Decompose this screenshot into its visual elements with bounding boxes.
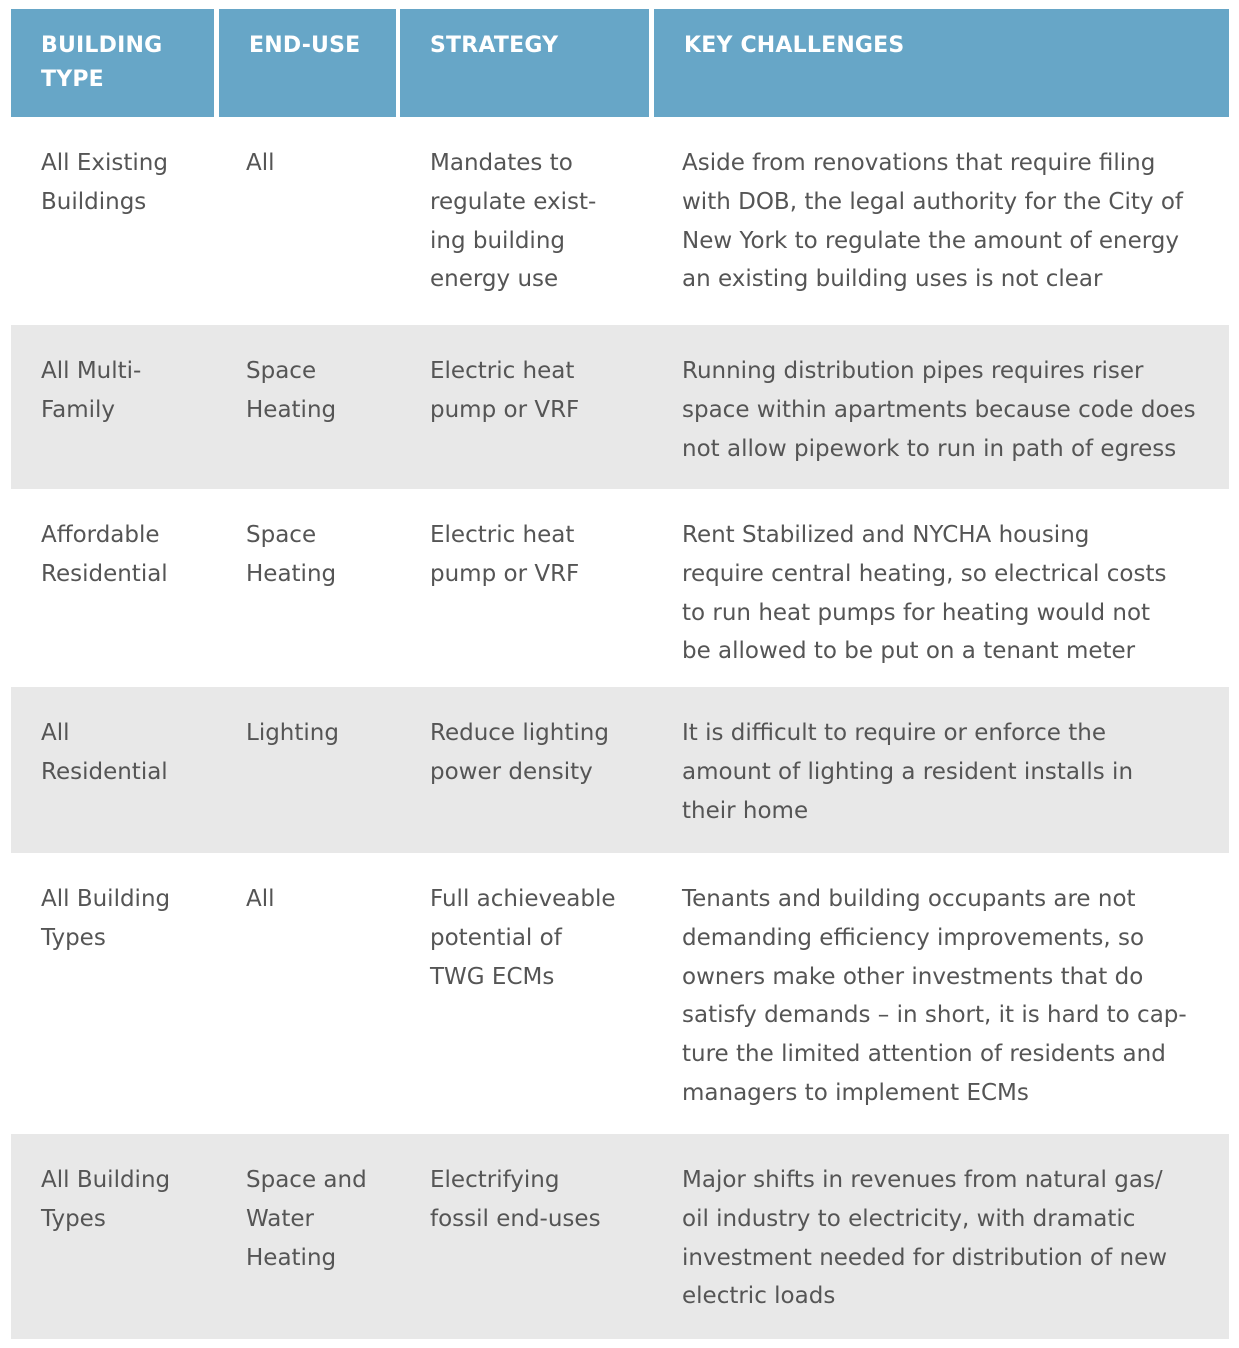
cell-text-line: All <box>246 150 275 176</box>
cell-text-line: to run heat pumps for heating would not <box>682 599 1151 626</box>
cell-text-line: not allow pipework to run in path of egress <box>682 435 1177 462</box>
cell-text-line: potential of <box>430 924 562 951</box>
table-body <box>11 117 1229 1339</box>
cell-end-use <box>246 489 406 594</box>
cell-text-line: Types <box>41 924 106 951</box>
cell-text-line: Types <box>41 1205 106 1232</box>
header-end-use <box>219 9 396 117</box>
cell-text-line: fossil end-uses <box>430 1205 601 1232</box>
cell-text-line: Heating <box>246 1244 337 1271</box>
table-row <box>11 325 1229 489</box>
cell-text-line: All Building <box>41 1167 171 1193</box>
header-key-challenges <box>654 9 1229 117</box>
cell-end-use <box>246 1134 406 1277</box>
cell-text-line: regulate exist- <box>430 188 597 215</box>
cell-strategy <box>430 687 640 792</box>
cell-text-line: Lighting <box>246 720 339 746</box>
cell-text-line: Electric heat <box>430 522 575 548</box>
cell-text-line: Residential <box>41 560 168 587</box>
cell-text-line: an existing building uses is not clear <box>682 266 1103 293</box>
table-row <box>11 117 1229 325</box>
cell-text-line: be allowed to be put on a tenant meter <box>682 638 1136 665</box>
cell-text-line: amount of lighting a resident installs in <box>682 758 1134 785</box>
cell-building-type <box>41 325 221 430</box>
cell-text-line: Space <box>246 522 317 548</box>
cell-text-line: Heating <box>246 396 337 423</box>
cell-text-line: their home <box>682 797 809 824</box>
table-row <box>11 489 1229 687</box>
cell-text-line: managers to implement ECMs <box>682 1079 1029 1106</box>
cell-text-line: All <box>246 886 275 912</box>
cell-text-line: Space and <box>246 1167 367 1193</box>
cell-text-line: Rent Stabilized and NYCHA housing <box>682 522 1090 548</box>
header-line: STRATEGY <box>430 33 559 58</box>
cell-end-use <box>246 853 406 919</box>
cell-text-line: Reduce lighting <box>430 720 609 746</box>
cell-text-line: oil industry to electricity, with dramatic <box>682 1205 1136 1232</box>
cell-key-challenges <box>682 489 1222 671</box>
cell-text-line: Residential <box>41 758 168 785</box>
table-header <box>11 9 1229 117</box>
table-row <box>11 1134 1229 1339</box>
cell-text-line: All Building <box>41 886 171 912</box>
cell-end-use <box>246 687 406 753</box>
cell-text-line: Running distribution pipes requires riser <box>682 358 1144 384</box>
cell-text-line: New York to regulate the amount of energy <box>682 227 1180 254</box>
cell-text-line: energy use <box>430 266 559 293</box>
cell-text-line: Full achieveable <box>430 886 616 912</box>
cell-text-line: Tenants and building occupants are not <box>682 886 1136 912</box>
cell-key-challenges <box>682 853 1222 1113</box>
cell-end-use <box>246 325 406 430</box>
cell-text-line: with DOB, the legal authority for the City of <box>682 188 1183 215</box>
cell-text-line: Electric heat <box>430 358 575 384</box>
header-line: END-USE <box>249 33 361 58</box>
cell-strategy <box>430 489 640 594</box>
cell-text-line: All Existing <box>41 150 168 176</box>
cell-text-line: Heating <box>246 560 337 587</box>
cell-building-type <box>41 1134 221 1239</box>
cell-text-line: ture the limited attention of residents and <box>682 1041 1166 1068</box>
cell-building-type <box>41 117 221 222</box>
cell-text-line: Family <box>41 396 116 423</box>
cell-text-line: space within apartments because code does <box>682 396 1196 423</box>
cell-text-line: pump or VRF <box>430 560 580 587</box>
table-row <box>11 687 1229 853</box>
cell-text-line: Space <box>246 358 317 384</box>
cell-strategy <box>430 325 640 430</box>
cell-text-line: Aside from renovations that require filing <box>682 150 1156 176</box>
cell-text-line: ing building <box>430 227 566 254</box>
cell-end-use <box>246 117 406 183</box>
cell-text-line: require central heating, so electrical costs <box>682 560 1167 587</box>
header-line: KEY CHALLENGES <box>684 33 905 58</box>
cell-strategy <box>430 853 640 996</box>
cell-building-type <box>41 489 221 594</box>
cell-text-line: Affordable <box>41 522 160 548</box>
cell-text-line: Major shifts in revenues from natural gas/ <box>682 1167 1163 1193</box>
cell-text-line: Mandates to <box>430 150 573 176</box>
cell-text-line: pump or VRF <box>430 396 580 423</box>
cell-key-challenges <box>682 325 1222 468</box>
cell-text-line: satisfy demands – in short, it is hard to cap- <box>682 1002 1187 1029</box>
cell-text-line: Buildings <box>41 188 147 215</box>
cell-text-line: Water <box>246 1205 314 1232</box>
cell-key-challenges <box>682 117 1222 299</box>
cell-text-line: power density <box>430 758 593 785</box>
cell-strategy <box>430 117 640 299</box>
cell-building-type <box>41 687 221 792</box>
cell-text-line: owners make other investments that do <box>682 963 1144 990</box>
table-row <box>11 853 1229 1134</box>
cell-building-type <box>41 853 221 958</box>
cell-key-challenges <box>682 1134 1222 1316</box>
header-building-type <box>11 9 214 117</box>
cell-text-line: demanding efficiency improvements, so <box>682 924 1145 951</box>
cell-key-challenges <box>682 687 1222 830</box>
header-strategy <box>400 9 649 117</box>
cell-text-line: investment needed for distribution of new <box>682 1244 1168 1271</box>
cell-text-line: electric loads <box>682 1283 836 1310</box>
cell-text-line: It is difficult to require or enforce the <box>682 720 1106 746</box>
cell-strategy <box>430 1134 640 1239</box>
cell-text-line: All Multi- <box>41 358 142 384</box>
header-line: TYPE <box>41 67 104 92</box>
header-line: BUILDING <box>41 33 163 58</box>
cell-text-line: TWG ECMs <box>430 963 555 990</box>
cell-text-line: Electrifying <box>430 1167 560 1193</box>
energy-strategies-table <box>11 9 1229 1339</box>
cell-text-line: All <box>41 720 70 746</box>
